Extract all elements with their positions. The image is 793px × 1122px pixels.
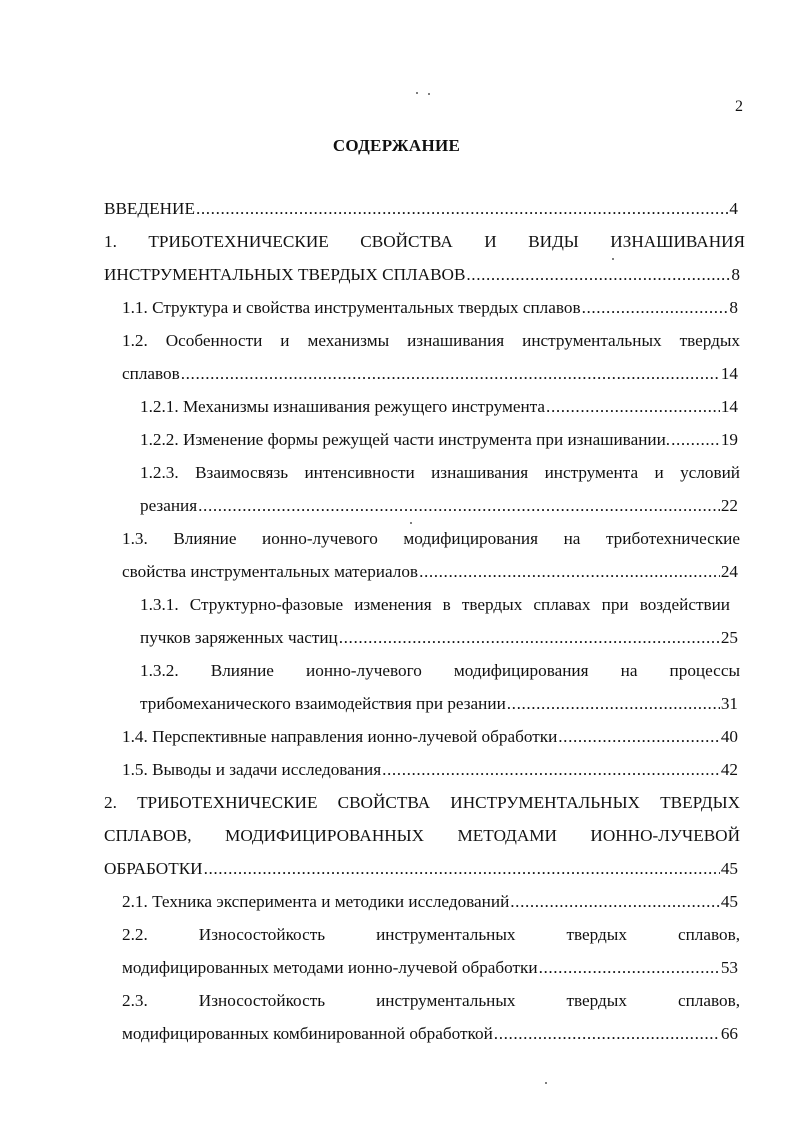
toc-entry-text: СПЛАВОВ, МОДИФИЦИРОВАННЫХ МЕТОДАМИ ИОННО-ЛУЧЕВОЙ — [104, 826, 740, 845]
toc-entry-page: 8 — [729, 298, 738, 317]
toc-entry — [122, 561, 738, 583]
toc-entry-text: ВВЕДЕНИЕ — [104, 199, 195, 218]
dot-leader — [198, 495, 720, 517]
toc-entry-page: 19 — [720, 430, 738, 449]
toc-entry-text: 1.2.1. Механизмы изнашивания режущего инструмента — [140, 397, 546, 416]
toc-entry — [104, 198, 738, 220]
toc-entry-page: 31 — [720, 694, 738, 713]
page-number: 2 — [735, 98, 743, 115]
dot-leader — [671, 429, 720, 451]
scan-speck — [612, 258, 614, 260]
toc-entry — [122, 297, 738, 319]
toc-entry — [122, 1023, 738, 1045]
toc-entry-page: 66 — [720, 1024, 738, 1043]
dot-leader — [196, 198, 728, 220]
toc-entry-text: трибомеханического взаимодействия при резании — [140, 694, 506, 713]
toc-entry-text: сплавов — [122, 364, 180, 383]
toc-entry — [104, 264, 740, 286]
dot-leader — [204, 858, 720, 880]
toc-entry-text: 1.3. Влияние ионно-лучевого модифицирования на триботехнические — [122, 529, 740, 548]
toc-entry-page: 42 — [720, 760, 738, 779]
toc-entry — [122, 726, 738, 748]
toc-entry-text: 1.2. Особенности и механизмы изнашивания инструментальных твердых — [122, 331, 740, 350]
toc-entry-page: 8 — [731, 265, 740, 284]
toc-entry — [122, 891, 738, 913]
toc-entry — [122, 759, 738, 781]
toc-entry-text: 2.1. Техника эксперимента и методики исследований — [122, 892, 510, 911]
toc-entry-page: 25 — [720, 628, 738, 647]
dot-leader — [466, 264, 730, 286]
toc-entry-text: 1.2.2. Изменение формы режущей части инструмента при изнашивании. — [140, 430, 671, 449]
toc-entry-page: 45 — [720, 892, 738, 911]
dot-leader — [558, 726, 720, 748]
dot-leader — [510, 891, 720, 913]
dot-leader — [546, 396, 720, 418]
dot-leader — [507, 693, 720, 715]
toc-entry-page: 53 — [720, 958, 738, 977]
toc-entry-page: 45 — [720, 859, 738, 878]
toc-entry — [104, 858, 738, 880]
toc-entry — [140, 396, 738, 418]
toc-entry-text: пучков заряженных частиц — [140, 628, 338, 647]
toc-entry-text: модифицированных комбинированной обработкой — [122, 1024, 493, 1043]
toc-entry-text: 1.2.3. Взаимосвязь интенсивности изнашивания инструмента и условий — [140, 463, 740, 482]
dot-leader — [419, 561, 720, 583]
toc-entry-text: 1.3.1. Структурно-фазовые изменения в твердых сплавах при воздействии — [140, 595, 730, 614]
toc-entry — [122, 957, 738, 979]
toc-entry-text: ИНСТРУМЕНТАЛЬНЫХ ТВЕРДЫХ СПЛАВОВ — [104, 265, 466, 284]
scan-speck — [545, 1082, 547, 1084]
toc-entry-text: 1. ТРИБОТЕХНИЧЕСКИЕ СВОЙСТВА И ВИДЫ ИЗНАШИВАНИЯ — [104, 232, 745, 251]
toc-entry-text: модифицированных методами ионно-лучевой обработки — [122, 958, 538, 977]
toc-entry-text: 2.2. Износостойкость инструментальных твердых сплавов, — [122, 925, 740, 944]
toc-entry — [140, 495, 738, 517]
toc-entry-text: 2.3. Износостойкость инструментальных твердых сплавов, — [122, 991, 740, 1010]
toc-entry — [140, 693, 738, 715]
toc-entry-text: 2. ТРИБОТЕХНИЧЕСКИЕ СВОЙСТВА ИНСТРУМЕНТАЛЬНЫХ ТВЕРДЫХ — [104, 793, 740, 812]
toc-entry-text: 1.3.2. Влияние ионно-лучевого модифицирования на процессы — [140, 661, 740, 680]
toc-entry-text: резания — [140, 496, 198, 515]
toc-entry — [140, 429, 738, 451]
scan-speck — [416, 92, 418, 94]
dot-leader — [339, 627, 720, 649]
toc-entry-page: 24 — [720, 562, 738, 581]
toc-entry-page: 4 — [729, 199, 738, 218]
toc-entry-text: ОБРАБОТКИ — [104, 859, 203, 878]
dot-leader — [382, 759, 720, 781]
toc-entry — [122, 363, 738, 385]
toc-entry-page: 14 — [720, 397, 738, 416]
scan-speck — [428, 93, 430, 95]
toc-entry-text: 1.5. Выводы и задачи исследования — [122, 760, 382, 779]
dot-leader — [582, 297, 729, 319]
dot-leader — [494, 1023, 720, 1045]
toc-entry-page: 40 — [720, 727, 738, 746]
toc-entry-text: 1.1. Структура и свойства инструментальных твердых сплавов — [122, 298, 581, 317]
scan-speck — [410, 522, 412, 524]
toc-entry-text: 1.4. Перспективные направления ионно-лучевой обработки — [122, 727, 558, 746]
dot-leader — [539, 957, 720, 979]
page-title: СОДЕРЖАНИЕ — [332, 136, 461, 155]
toc-entry-page: 14 — [720, 364, 738, 383]
toc-entry-page: 22 — [720, 496, 738, 515]
toc-entry-text: свойства инструментальных материалов — [122, 562, 419, 581]
toc-entry — [140, 627, 738, 649]
dot-leader — [181, 363, 720, 385]
